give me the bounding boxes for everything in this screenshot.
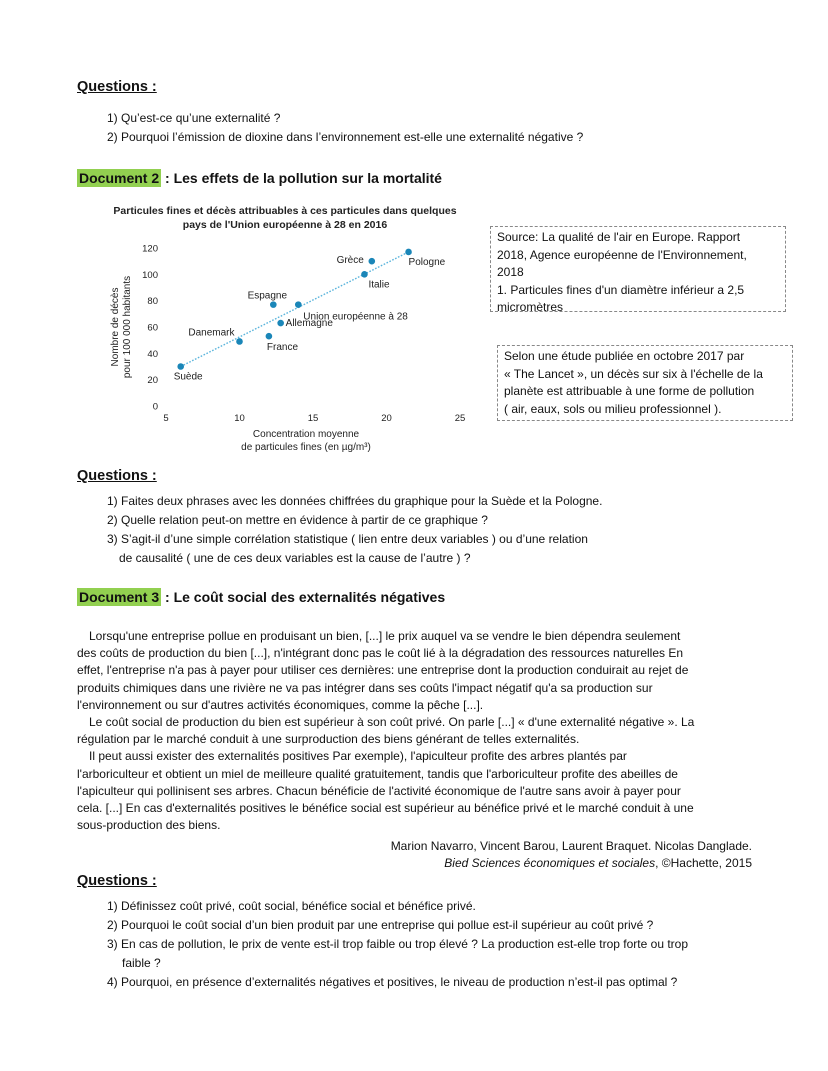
- document-3-text: [77, 628, 757, 834]
- x-tick-label: 25: [454, 413, 466, 424]
- lancet-line: Selon une étude publiée en octobre 2017 par: [504, 349, 745, 363]
- pollution-scatter-chart: [100, 198, 485, 460]
- question-3-1: 1) Définissez coût privé, coût social, bénéfice social et bénéfice privé.: [107, 899, 476, 913]
- text-line: des coûts de production du bien [...], n'intégrant donc pas le coût lié à la dégradation des ressources naturelles En: [77, 646, 684, 661]
- citation-authors: Marion Navarro, Vincent Barou, Laurent Braquet. Nicolas Danglade.: [390, 839, 752, 853]
- y-axis-label: Nombre de décès: [110, 287, 121, 367]
- source-line: 2018: [497, 265, 524, 279]
- data-point: [369, 258, 376, 265]
- text-line: l'arboriculteur et obtient un miel de meilleure qualité gratuitement, tandis que l'arboriculteur profite des abeilles de: [77, 766, 678, 781]
- x-tick-label: 10: [234, 413, 245, 424]
- citation-publisher: , ©Hachette, 2015: [655, 856, 752, 871]
- text-line: cela. [...] En cas d'externalités positives le bénéfice social est supérieur au bénéfice privé et le marché conduit à une: [77, 801, 694, 816]
- y-tick-label: 60: [147, 322, 158, 334]
- document-2-title: : Les effets de la pollution sur la mortalité: [161, 170, 442, 186]
- lancet-line: planète est attribuable à une forme de pollution: [504, 384, 755, 398]
- lancet-line: ( air, eaux, sols ou milieu professionnel ).: [504, 401, 722, 416]
- point-label: Union européenne à 28: [303, 311, 408, 323]
- y-tick-label: 100: [142, 269, 158, 281]
- x-tick-label: 20: [381, 413, 392, 424]
- point-label: Allemagne: [285, 318, 333, 330]
- text-line: l'apiculteur qui pollinisent ses arbres. Chacun bénéficie de l'activité économique de l'autre sans avoir à payer pour: [77, 783, 681, 798]
- point-label: Espagne: [247, 290, 288, 302]
- x-tick-label: 5: [163, 413, 169, 424]
- questions-heading-2: Questions :: [77, 468, 157, 484]
- text-line: Lorsqu'une entreprise pollue en produisant un bien, [...] le prix auquel va se vendre le bien dépendra seulement: [89, 629, 681, 643]
- question-2-1: 1) Faites deux phrases avec les données chiffrées du graphique pour la Suède et la Pologne.: [107, 494, 603, 508]
- y-tick-label: 80: [147, 296, 158, 308]
- chart-title: Particules fines et décès attribuables à ces particules dans quelques: [113, 205, 457, 217]
- text-line: Le coût social de production du bien est supérieur à son coût privé. On parle [...] « d'une externalité négative ». La: [89, 715, 695, 730]
- x-axis-label: de particules fines (en µg/m³): [241, 442, 371, 453]
- question-3-3: 3) En cas de pollution, le prix de vente est-il trop faible ou trop élevé ? La production est-elle trop forte ou trop: [107, 937, 689, 951]
- y-tick-label: 40: [147, 348, 158, 360]
- document-3-heading: [77, 589, 445, 605]
- question-2-2: 2) Quelle relation peut-on mettre en évidence à partir de ce graphique ?: [107, 513, 488, 527]
- text-line: Il peut aussi exister des externalités positives Par exemple), l'apiculteur profite des arbres plantés par: [89, 749, 627, 764]
- question-3-2: 2) Pourquoi le coût social d’un bien produit par une entreprise qui pollue est-il supérieur au coût privé ?: [107, 918, 654, 932]
- data-point: [270, 301, 277, 308]
- data-point: [236, 338, 243, 345]
- text-line: régulation par le marché conduit à une surproduction des biens générant de telles externalités.: [77, 732, 580, 747]
- source-line: micromètres: [497, 300, 564, 314]
- y-axis-label: pour 100 000 habitants: [122, 275, 133, 379]
- text-line: effet, l'entreprise n'a pas à payer pour utiliser ces dernières: une entreprise dont la production conduirait au rejet de: [77, 663, 689, 678]
- citation: [391, 838, 752, 872]
- point-label: Italie: [368, 279, 390, 291]
- lancet-box: [497, 345, 793, 421]
- document-3-label: Document 3: [79, 589, 160, 605]
- chart-title: pays de l'Union européenne à 28 en 2016: [182, 219, 388, 231]
- question-1-2: 2) Pourquoi l’émission de dioxine dans l’environnement est-elle une externalité négative ?: [107, 130, 584, 144]
- y-tick-label: 120: [142, 243, 158, 255]
- point-label: Danemark: [188, 327, 235, 339]
- lancet-line: « The Lancet », un décès sur six à l'échelle de la: [504, 366, 763, 381]
- x-tick-label: 15: [307, 413, 319, 424]
- y-tick-label: 0: [152, 401, 158, 413]
- document-3-title: : Le coût social des externalités négatives: [161, 589, 446, 605]
- data-point: [177, 363, 184, 370]
- document-2-heading: [77, 170, 442, 186]
- question-3-3-cont: faible ?: [122, 956, 161, 970]
- source-line: 1. Particules fines d'un diamètre inférieur a 2,5: [497, 282, 745, 297]
- citation-book: Bied Sciences économiques et sociales: [444, 856, 656, 871]
- data-point: [266, 333, 273, 340]
- y-tick-label: 20: [147, 375, 158, 387]
- document-2-label: Document 2: [79, 170, 160, 186]
- point-label: Pologne: [408, 256, 446, 268]
- questions-heading-3: Questions :: [77, 873, 157, 889]
- point-label: Suède: [173, 371, 203, 383]
- point-label: Grèce: [336, 255, 364, 267]
- text-line: l'environnement ou sur d'autres activités économiques, comme la pêche [...].: [77, 697, 484, 712]
- text-line: sous-production des biens.: [77, 818, 221, 833]
- questions-heading-1: Questions :: [77, 79, 157, 95]
- question-2-3-cont: de causalité ( une de ces deux variables est la cause de l’autre ) ?: [119, 551, 471, 565]
- question-2-3: 3) S’agit-il d’une simple corrélation statistique ( lien entre deux variables ) ou d’une relation: [107, 532, 588, 546]
- data-point: [277, 320, 284, 327]
- source-line: 2018, Agence européenne de l'Environnement,: [497, 247, 747, 262]
- text-line: produits chimiques dans une rivière ne va pas intégrer dans ses coûts l'impact négatif qu'a sa production sur: [77, 680, 653, 695]
- source-line: Source: La qualité de l'air en Europe. Rapport: [497, 230, 741, 244]
- question-3-4: 4) Pourquoi, en présence d’externalités négatives et positives, le niveau de production n’est-il pas optimal ?: [107, 975, 678, 989]
- source-box: [490, 226, 786, 312]
- point-label: France: [266, 342, 299, 354]
- data-point: [361, 271, 368, 278]
- x-axis-label: Concentration moyenne: [252, 429, 360, 440]
- data-point: [295, 301, 302, 308]
- data-point: [405, 249, 412, 256]
- citation-source: [391, 855, 752, 872]
- question-1-1: 1) Qu’est-ce qu’une externalité ?: [107, 111, 281, 125]
